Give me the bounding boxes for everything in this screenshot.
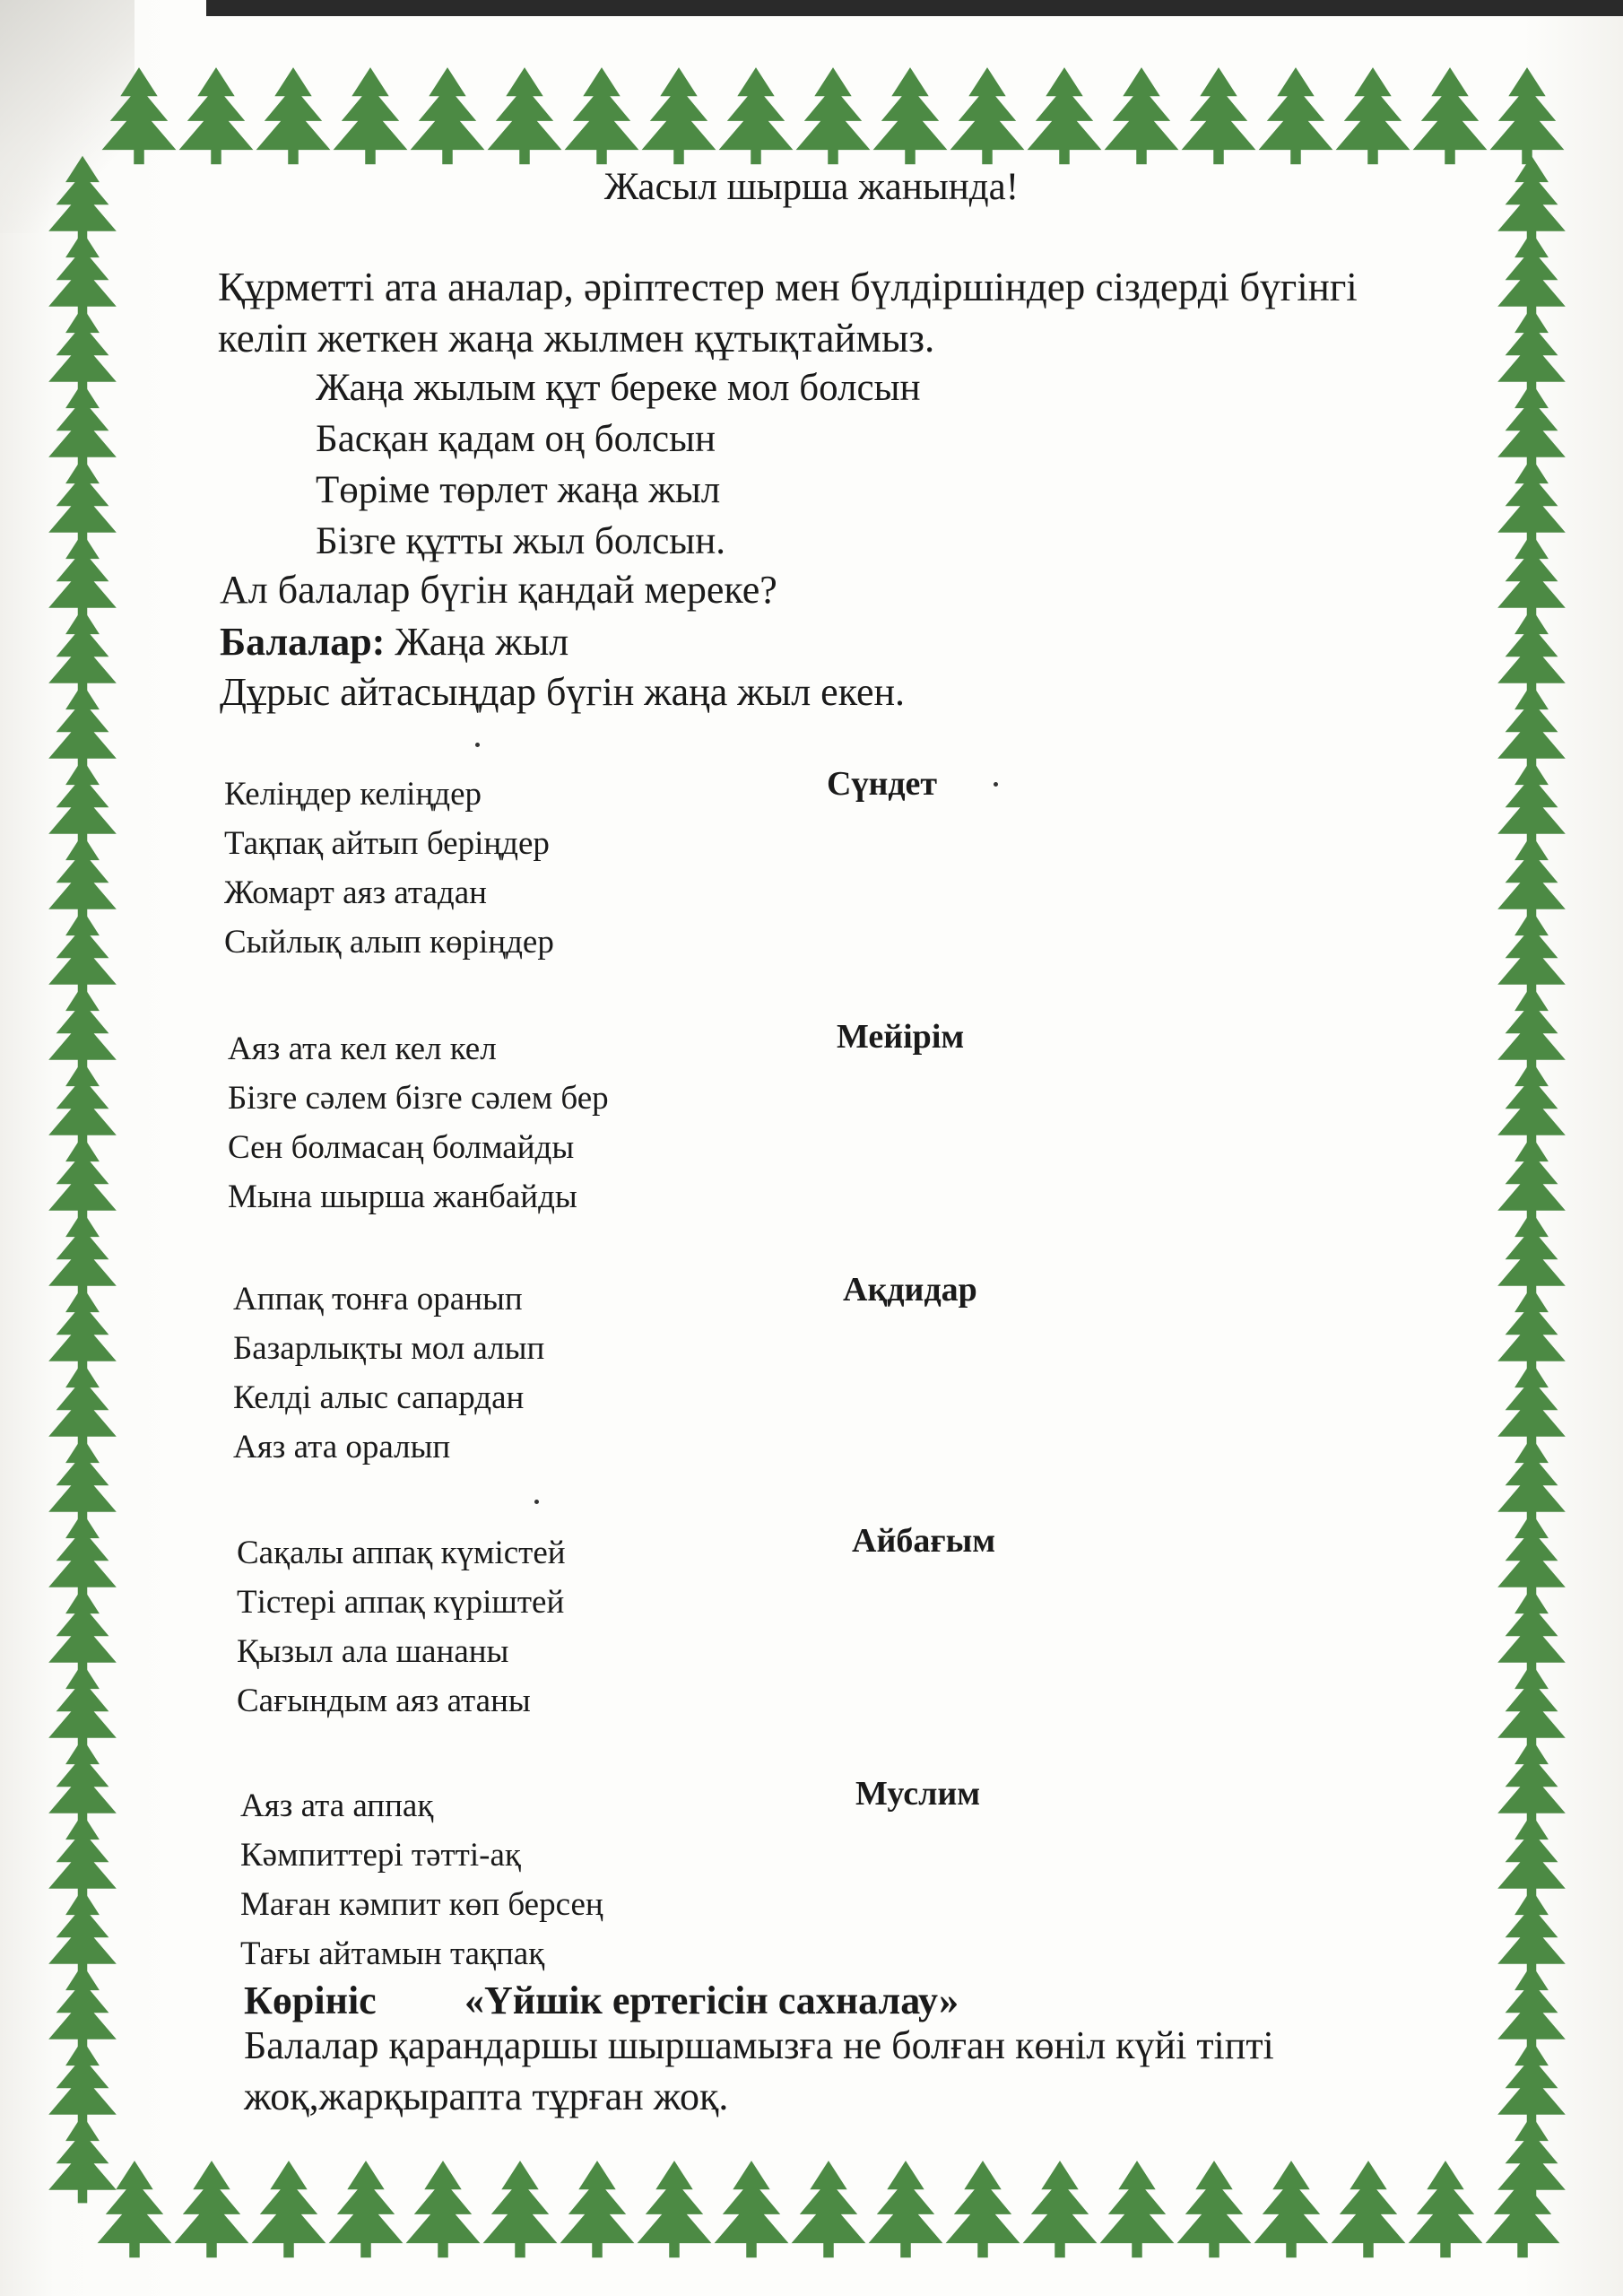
question-line: Ал балалар бүгін қандай мереке? — [220, 568, 777, 612]
answer-line — [220, 617, 568, 667]
confirm-line: Дұрыс айтасыңдар бүгін жаңа жыл екен. — [220, 670, 906, 714]
answer-label: Балалар: — [220, 620, 386, 664]
speaker-name: Сүндет — [827, 765, 938, 803]
verse-block — [240, 1781, 603, 1979]
verse-line: Сен болмасаң болмайды — [228, 1129, 575, 1166]
verse-line: Аппақ тонға оранып — [233, 1281, 523, 1318]
verse-block — [224, 770, 554, 967]
verse-line: Мына шырша жанбайды — [228, 1178, 577, 1215]
poem-line: Жаңа жылым құт береке мол болсын — [316, 367, 921, 409]
verse-line: Базарлықты мол алып — [233, 1330, 545, 1367]
scan-speck — [534, 1500, 539, 1504]
verse-line: Жомарт аяз атадан — [224, 874, 487, 911]
verse-line: Маған кәмпит көп берсең — [240, 1886, 603, 1923]
verse-line: Аяз ата аппақ — [240, 1787, 434, 1824]
closing-line: Балалар қарандаршы шыршамызға не болған көніл күйі тіпті — [244, 2023, 1274, 2067]
poem-line: Төріме төрлет жаңа жыл — [316, 469, 721, 511]
page-title: Жасыл шырша жанында! — [603, 166, 1020, 208]
verse-line: Бізге сәлем бізге сәлем бер — [228, 1080, 609, 1117]
verse-line: Аяз ата оралып — [233, 1429, 451, 1465]
verse-block — [233, 1274, 544, 1472]
answer-text: Жаңа жыл — [385, 620, 569, 664]
verse-line: Сақалы аппақ күмістей — [237, 1535, 566, 1571]
speaker-name: Муслим — [855, 1775, 981, 1813]
poem-line: Басқан қадам оң болсын — [316, 418, 716, 460]
verse-line: Кәмпиттері тәтті-ақ — [240, 1837, 521, 1874]
verse-line: Қызыл ала шананы — [237, 1633, 509, 1670]
verse-line: Сыйлық алып көріңдер — [224, 924, 554, 961]
verse-line: Келді алыс сапардан — [233, 1379, 525, 1416]
new-year-poem — [316, 362, 920, 567]
poem-line: Бізге құтты жыл болсын. — [316, 520, 725, 562]
verse-line: Тағы айтамын тақпақ — [240, 1935, 545, 1972]
verse-line: Тақпақ айтып беріңдер — [224, 825, 550, 862]
speaker-name: Мейірім — [837, 1018, 965, 1056]
greeting-line: Құрметті ата аналар, әріптестер мен бүлдіршіндер сіздерді бүгінгі — [218, 265, 1358, 309]
scan-speck — [475, 743, 480, 747]
verse-line: Сағындым аяз атаны — [237, 1683, 531, 1719]
verse-block — [228, 1024, 609, 1222]
verse-line: Келіңдер келіңдер — [224, 776, 482, 813]
speaker-name: Ақдидар — [843, 1271, 977, 1309]
scene-label: Көрініс — [244, 1979, 377, 2022]
scan-speck — [994, 782, 998, 787]
closing-line: жоқ,жарқырапта тұрған жоқ. — [244, 2074, 729, 2118]
greeting-line: келіп жеткен жаңа жылмен құтықтаймыз. — [218, 316, 935, 361]
speaker-name: Айбағым — [852, 1522, 996, 1560]
greeting-paragraph — [218, 262, 1358, 364]
verse-line: Аяз ата кел кел кел — [228, 1031, 497, 1067]
closing-paragraph — [244, 2020, 1274, 2122]
verse-block — [237, 1528, 566, 1726]
verse-line: Тістері аппақ күріштей — [237, 1584, 565, 1621]
scene-title: «Үйшік ертегісін сахналау» — [464, 1979, 959, 2022]
